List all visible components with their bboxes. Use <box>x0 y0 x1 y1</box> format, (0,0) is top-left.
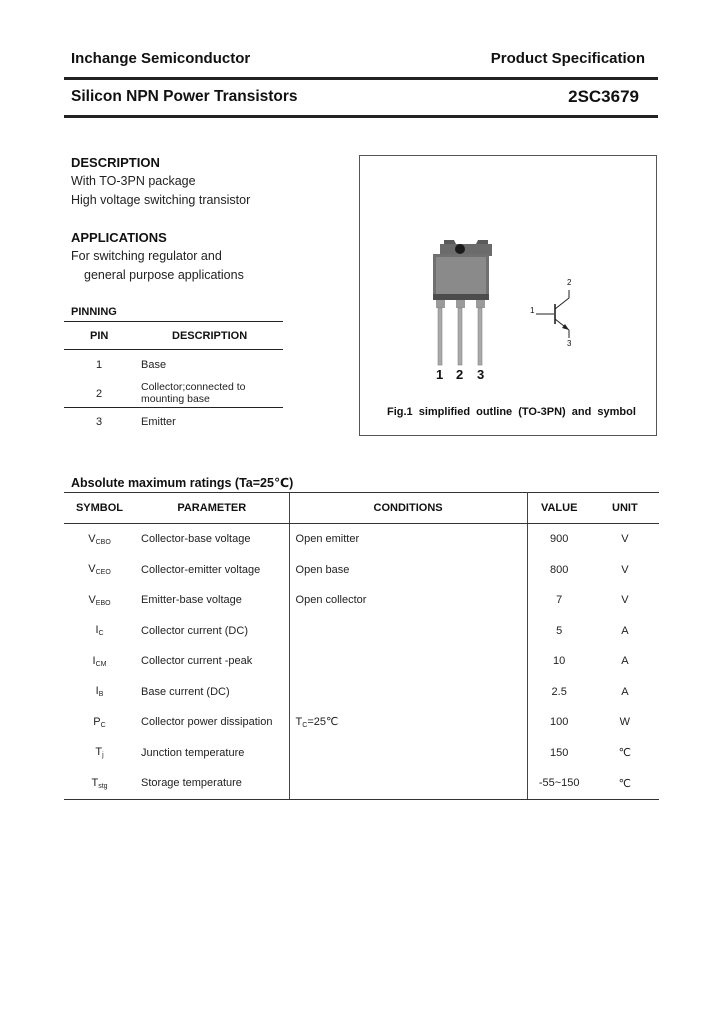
conditions-cell: Open emitter <box>289 524 527 555</box>
product-line: Silicon NPN Power Transistors <box>71 88 298 105</box>
value-cell: -55~150 <box>527 768 591 799</box>
symbol-cell: $V_{CEO}$ <box>88 563 111 577</box>
symbol-cell: $T_j$ <box>95 746 104 760</box>
header-rule-top <box>64 77 658 80</box>
table-row <box>64 585 659 616</box>
symbol-base-label: 1 <box>530 306 535 315</box>
unit-cell: ℃ <box>618 747 632 760</box>
symbol-cell: $I_B$ <box>95 685 104 699</box>
parameter-cell: Collector current -peak <box>141 655 253 668</box>
symbol-cell: $P_C$ <box>93 715 106 729</box>
value-cell: 800 <box>550 563 569 576</box>
description-title: DESCRIPTION <box>71 155 160 170</box>
conditions-cell: Open base <box>289 555 527 586</box>
document-type: Product Specification <box>490 50 645 67</box>
unit-cell: V <box>621 563 629 576</box>
header-parameter: PARAMETER <box>135 493 289 524</box>
parameter-cell: Collector-emitter voltage <box>141 563 261 576</box>
symbol-cell: $V_{CBO}$ <box>88 532 111 546</box>
ratings-table <box>64 492 659 800</box>
applications-line: general purpose applications <box>84 268 244 282</box>
symbol-emitter-label: 3 <box>567 339 572 348</box>
table-row <box>64 616 659 647</box>
table-row <box>64 707 659 738</box>
conditions-cell: $T_C=25℃$ <box>289 707 527 738</box>
conditions-cell <box>289 768 527 799</box>
symbol-cell: $I_{CM}$ <box>92 654 107 668</box>
to3pn-package-drawing <box>360 156 656 435</box>
pinning-rule <box>64 407 283 408</box>
pin-description: Collector;connected to <box>141 381 246 393</box>
table-row <box>64 555 659 586</box>
pin-label: 2 <box>456 367 464 382</box>
company-name: Inchange Semiconductor <box>71 50 251 67</box>
unit-cell: A <box>621 685 629 698</box>
table-row <box>64 768 659 799</box>
value-cell: 150 <box>550 746 569 759</box>
figure-caption: Fig.1 simplified outline (TO-3PN) and symbol <box>387 406 636 418</box>
description-item: High voltage switching transistor <box>71 193 251 207</box>
value-cell: 2.5 <box>551 685 567 698</box>
description-item: With TO-3PN package <box>71 174 196 188</box>
pinning-header-pin: PIN <box>90 330 109 342</box>
value-cell: 5 <box>556 624 563 637</box>
part-number: 2SC3679 <box>568 87 639 106</box>
symbol-cell: $I_C$ <box>95 624 104 638</box>
table-row <box>64 677 659 708</box>
conditions-cell <box>289 616 527 647</box>
pin-description: Emitter <box>141 416 176 428</box>
unit-cell: A <box>621 624 629 637</box>
pin-description: Base <box>141 359 167 371</box>
symbol-cell: $V_{EBO}$ <box>88 593 111 607</box>
conditions-cell <box>289 677 527 708</box>
header-symbol: SYMBOL <box>64 493 135 524</box>
unit-cell: V <box>621 594 629 607</box>
applications-title: APPLICATIONS <box>71 230 167 245</box>
symbol-collector-label: 2 <box>567 278 572 287</box>
conditions-cell: Open collector <box>289 585 527 616</box>
parameter-cell: Collector-base voltage <box>141 533 251 546</box>
header-rule-bottom <box>64 115 658 118</box>
header-unit: UNIT <box>591 493 659 524</box>
figure-box <box>359 155 657 436</box>
pin-description: mounting base <box>141 393 210 405</box>
pinning-header-description: DESCRIPTION <box>172 330 248 342</box>
pin-label: 3 <box>477 367 485 382</box>
unit-cell: A <box>621 655 629 668</box>
pinning-rule <box>64 321 283 322</box>
parameter-cell: Base current (DC) <box>141 685 230 698</box>
header-conditions: CONDITIONS <box>289 493 527 524</box>
pin-number: 1 <box>96 359 103 371</box>
parameter-cell: Junction temperature <box>141 746 245 759</box>
parameter-cell: Storage temperature <box>135 768 289 799</box>
table-row <box>64 738 659 769</box>
value-cell: 100 <box>550 716 569 729</box>
ratings-header-row <box>64 493 659 524</box>
pinning-rule <box>64 349 283 350</box>
conditions-cell <box>289 738 527 769</box>
pin-label: 1 <box>436 367 444 382</box>
applications-line: For switching regulator and <box>71 249 222 263</box>
npn-transistor-symbol <box>532 278 592 348</box>
table-row <box>64 524 659 555</box>
parameter-cell: Emitter-base voltage <box>141 594 242 607</box>
table-row <box>64 646 659 677</box>
value-cell: 10 <box>553 655 566 668</box>
pin-number: 3 <box>96 416 103 428</box>
pinning-title: PINNING <box>71 306 117 318</box>
parameter-cell: Collector current (DC) <box>141 624 248 637</box>
parameter-cell: Collector power dissipation <box>141 716 273 729</box>
conditions-cell <box>289 646 527 677</box>
unit-cell: V <box>621 533 629 546</box>
value-cell: 900 <box>550 533 569 546</box>
unit-cell: ℃ <box>591 768 659 799</box>
ratings-title: Absolute maximum ratings (Ta=25℃) <box>71 476 294 490</box>
header-value: VALUE <box>527 493 591 524</box>
symbol-cell: $T_{stg}$ <box>64 768 135 799</box>
unit-cell: W <box>619 716 631 729</box>
pin-number: 2 <box>96 388 103 400</box>
value-cell: 7 <box>556 594 563 607</box>
